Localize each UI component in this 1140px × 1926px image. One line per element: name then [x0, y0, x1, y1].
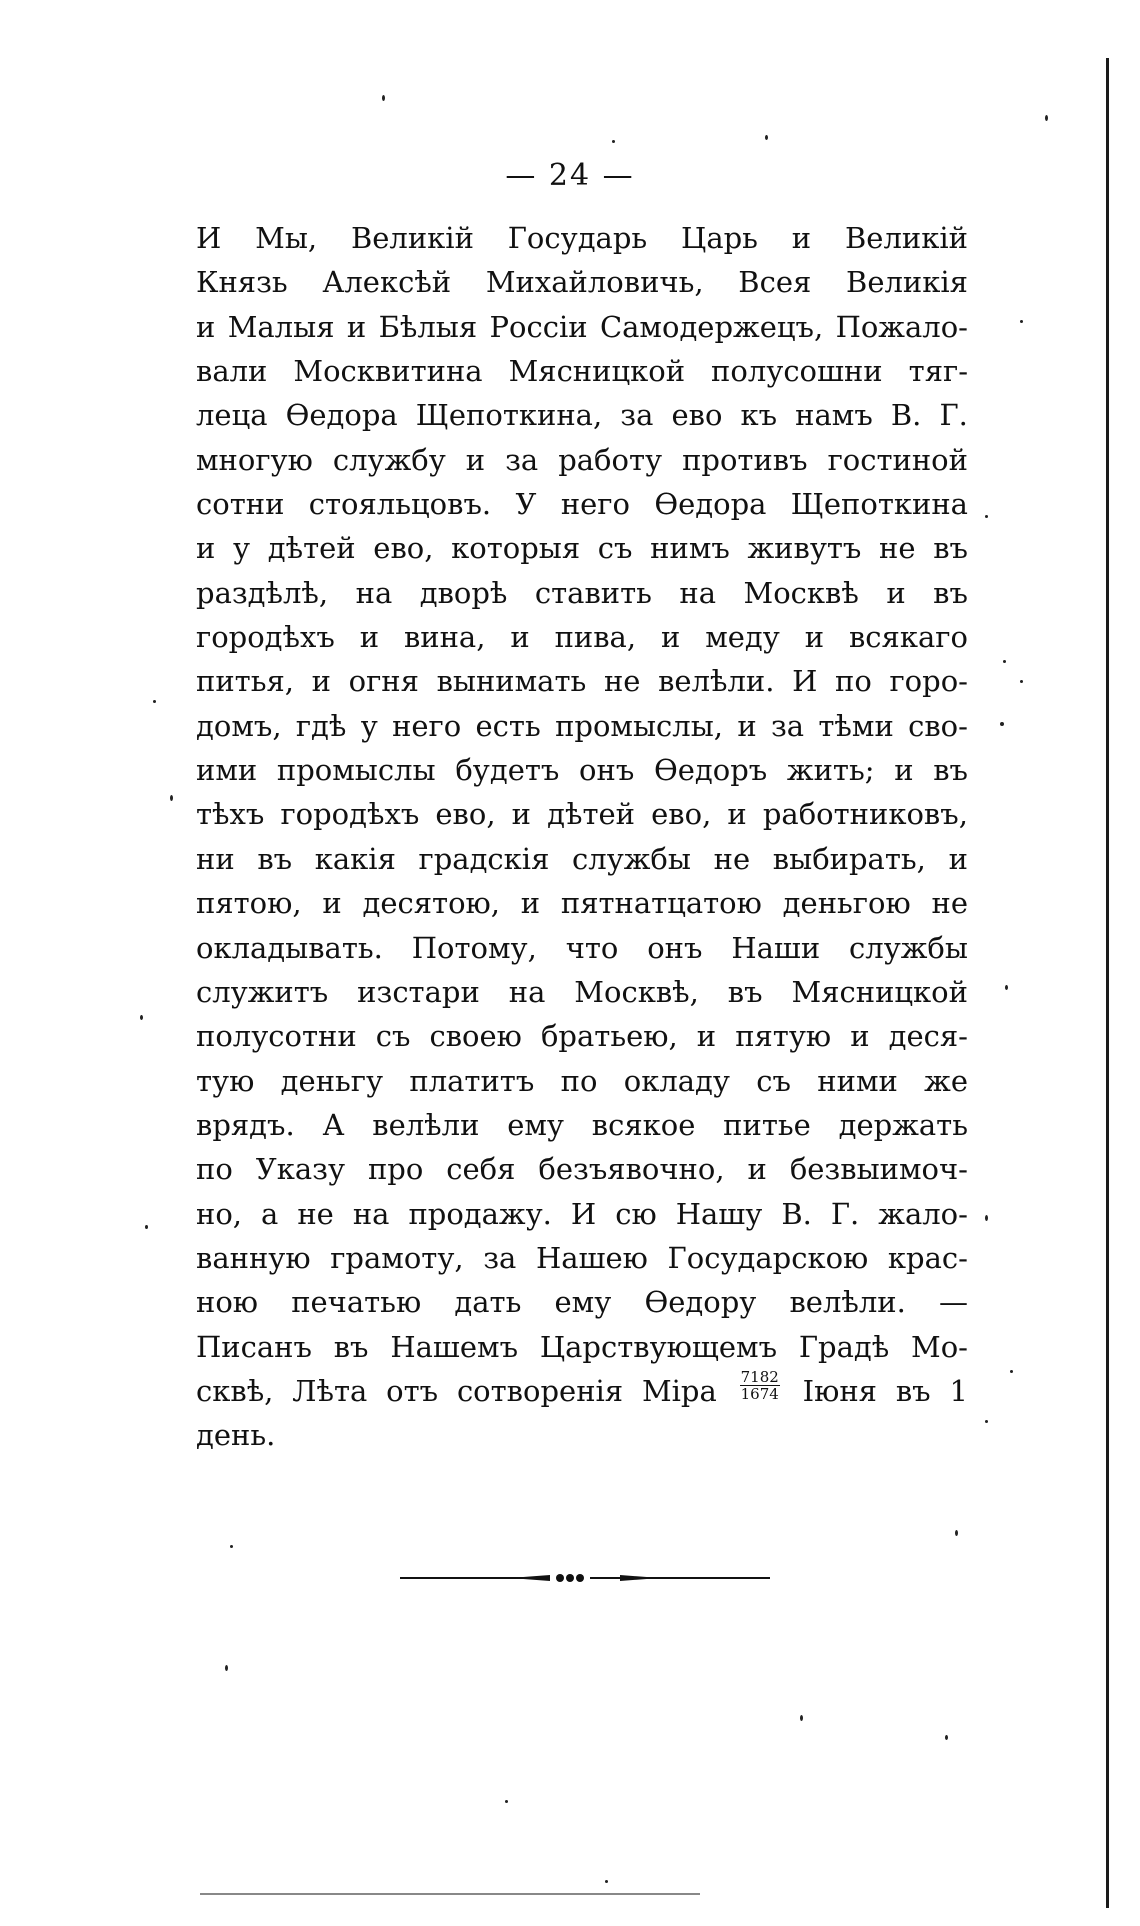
- scan-speck: [612, 140, 615, 143]
- word: не: [879, 531, 916, 566]
- word: велѣли.: [658, 664, 775, 699]
- word: противъ: [682, 442, 808, 477]
- scan-speck: [1005, 985, 1008, 990]
- word: В.: [781, 1196, 812, 1231]
- word: не: [603, 664, 641, 699]
- text-line: [196, 216, 968, 260]
- word: тѣми: [818, 708, 894, 743]
- scan-speck: [800, 1715, 803, 1721]
- text-line: [196, 704, 968, 748]
- word: Писанъ: [196, 1329, 312, 1364]
- text-line: [196, 1103, 968, 1147]
- scan-speck: [1003, 660, 1006, 663]
- bottom-edge-rule: [200, 1893, 700, 1895]
- word: Малыя: [227, 309, 335, 344]
- word: всякаго: [848, 620, 968, 655]
- word: же: [924, 1063, 968, 1098]
- scan-speck: [153, 700, 156, 703]
- word: изстари: [357, 974, 480, 1009]
- word: ево,: [651, 797, 712, 832]
- word: которыя: [451, 531, 581, 566]
- word: на: [508, 974, 546, 1009]
- word: пива,: [554, 620, 637, 655]
- word: и: [520, 886, 541, 921]
- word: вина,: [403, 620, 486, 655]
- word: и: [465, 442, 486, 477]
- word: промыслы,: [555, 708, 724, 743]
- word: живутъ: [747, 531, 862, 566]
- word: и: [660, 620, 681, 655]
- word: безъявочно,: [538, 1152, 725, 1187]
- scan-speck: [605, 1880, 608, 1883]
- word: Ѳедору: [644, 1285, 757, 1320]
- word: но,: [196, 1196, 243, 1231]
- word: въ: [933, 753, 968, 788]
- text-line: [196, 792, 968, 836]
- word: и: [511, 797, 532, 832]
- word: сотни: [196, 487, 285, 522]
- word: своею: [429, 1019, 522, 1054]
- scan-speck: [985, 515, 988, 518]
- scan-speck: [985, 1215, 988, 1221]
- word: у: [233, 531, 251, 566]
- word: жало-: [878, 1196, 968, 1231]
- text-line: [196, 1280, 968, 1324]
- word: Лѣта: [292, 1373, 368, 1408]
- text-line-final: [196, 1413, 968, 1457]
- word: по: [835, 664, 872, 699]
- fraction-numerator: 7182: [740, 1367, 779, 1386]
- word: и: [727, 797, 747, 832]
- word: отъ: [386, 1373, 439, 1408]
- word: Потому,: [411, 930, 537, 965]
- scan-speck: [945, 1735, 948, 1740]
- word: про: [367, 1152, 424, 1187]
- scan-speck: [170, 795, 173, 801]
- word: ими: [196, 753, 258, 788]
- text-line: [196, 1147, 968, 1191]
- word: Государскою: [667, 1240, 869, 1275]
- word: намъ: [795, 398, 873, 433]
- word: Государь: [507, 221, 648, 255]
- word: Градѣ: [798, 1329, 890, 1364]
- word: онъ: [647, 930, 703, 965]
- word: Нашею: [535, 1240, 648, 1275]
- word: И: [196, 221, 222, 255]
- text-line: [196, 926, 968, 970]
- word: Москвитина: [293, 354, 483, 389]
- word: Ѳедоръ: [653, 753, 768, 788]
- word: Мясницкой: [508, 354, 686, 389]
- word: гостиной: [827, 442, 968, 477]
- text-line: [196, 659, 968, 703]
- word: и: [894, 753, 914, 788]
- word: по: [196, 1152, 233, 1187]
- word: Мясницкой: [791, 974, 968, 1009]
- word: дать: [454, 1285, 522, 1320]
- scan-speck: [140, 1015, 143, 1020]
- word: городѣхъ: [280, 797, 420, 832]
- word: городѣхъ: [196, 620, 335, 655]
- scan-speck: [1020, 320, 1023, 323]
- word: въ: [257, 841, 293, 876]
- word: на: [679, 575, 717, 610]
- word: Г.: [830, 1196, 860, 1231]
- word: А: [322, 1107, 345, 1142]
- word: всякое: [591, 1107, 696, 1142]
- word: ставить: [534, 575, 652, 610]
- scan-speck: [765, 135, 768, 140]
- word: въ: [727, 974, 763, 1009]
- word: на: [352, 1196, 390, 1231]
- text-line: [196, 881, 968, 925]
- word: Алексѣй: [322, 265, 452, 300]
- word: и: [322, 886, 342, 921]
- word: продажу.: [408, 1196, 552, 1231]
- word: ною: [196, 1285, 259, 1320]
- word: сю: [615, 1196, 657, 1231]
- word: Всея: [738, 265, 812, 300]
- word: Нашемъ: [390, 1329, 519, 1364]
- word: Ѳедора: [285, 398, 398, 433]
- text-line: [196, 1192, 968, 1236]
- word: Царь: [681, 221, 758, 255]
- text-line: [196, 1059, 968, 1103]
- word: ево,: [373, 531, 434, 566]
- word: сквѣ,: [196, 1373, 274, 1408]
- word: деньгу: [280, 1063, 384, 1098]
- word: и: [196, 531, 216, 566]
- word: Іюня: [802, 1373, 877, 1408]
- word: службу: [332, 442, 446, 477]
- word: и: [346, 309, 367, 344]
- word: что: [565, 930, 619, 965]
- word: работу: [558, 442, 663, 477]
- word: Наши: [731, 930, 821, 965]
- word: и: [696, 1019, 717, 1054]
- word: и: [791, 221, 812, 255]
- word: Мы,: [255, 221, 318, 255]
- word: Мо-: [911, 1329, 968, 1364]
- text-line: [196, 837, 968, 881]
- word: у: [360, 708, 378, 743]
- word: нимъ: [650, 531, 730, 566]
- word: врядъ.: [196, 1107, 295, 1142]
- word: Щепоткина,: [415, 398, 603, 433]
- word: Москвѣ,: [574, 974, 699, 1009]
- word: градскія: [418, 841, 550, 876]
- word: работниковъ,: [762, 797, 968, 832]
- text-line: [196, 438, 968, 482]
- end-ornament: [400, 1570, 770, 1586]
- word: леца: [196, 398, 268, 433]
- word: грамоту,: [330, 1240, 464, 1275]
- word: стояльцовъ.: [308, 487, 492, 522]
- word: Великій: [844, 221, 968, 255]
- word: вали: [196, 354, 268, 389]
- text-line: [196, 305, 968, 349]
- word: съ: [756, 1063, 791, 1098]
- word: домъ,: [196, 708, 282, 743]
- word: сотворенія: [456, 1373, 624, 1408]
- word: съ: [375, 1019, 411, 1054]
- word: и: [804, 620, 825, 655]
- word: Г.: [939, 398, 968, 433]
- word: Бѣлыя: [378, 309, 478, 344]
- word: Ѳедора: [654, 487, 767, 522]
- scan-speck: [1045, 115, 1048, 121]
- word: Великій: [350, 221, 474, 255]
- word: велѣли.: [789, 1285, 906, 1320]
- word: полусошни: [711, 354, 883, 389]
- word: Россіи: [489, 309, 588, 344]
- text-line: [196, 1369, 968, 1413]
- scan-speck: [225, 1665, 228, 1671]
- word: ему: [554, 1285, 612, 1320]
- text-line: [196, 571, 968, 615]
- word: пятою,: [196, 886, 302, 921]
- text-line: [196, 1325, 968, 1369]
- word: —: [938, 1285, 968, 1320]
- word: въ: [933, 575, 968, 610]
- word: держать: [838, 1107, 968, 1142]
- word: И: [792, 664, 818, 699]
- word: пятую: [735, 1019, 832, 1054]
- word: служитъ: [196, 974, 329, 1009]
- word: ни: [196, 841, 235, 876]
- word: платитъ: [409, 1063, 535, 1098]
- word: окладывать.: [196, 930, 383, 965]
- word: ему: [507, 1107, 564, 1142]
- word: И: [570, 1196, 597, 1231]
- word: будетъ: [455, 753, 560, 788]
- word: него: [392, 708, 462, 743]
- word: вынимать: [436, 664, 587, 699]
- word: Пожало-: [835, 309, 968, 344]
- word: десятою,: [362, 886, 500, 921]
- word: на: [355, 575, 393, 610]
- word: пятнатцатою: [560, 886, 762, 921]
- scan-speck: [955, 1530, 958, 1536]
- word: въ: [895, 1373, 931, 1408]
- word: по: [560, 1063, 598, 1098]
- word: Москвѣ: [743, 575, 859, 610]
- text-line: [196, 970, 968, 1014]
- word: безвыимоч-: [789, 1152, 968, 1187]
- word: Указу: [255, 1152, 346, 1187]
- word: жить;: [786, 753, 875, 788]
- word: крас-: [887, 1240, 968, 1275]
- word: ево: [671, 398, 723, 433]
- word: день.: [196, 1418, 276, 1453]
- word: не: [713, 841, 751, 876]
- word: ево,: [435, 797, 496, 832]
- word: какія: [314, 841, 396, 876]
- word: тую: [196, 1063, 255, 1098]
- text-line: [196, 393, 968, 437]
- word: за: [505, 442, 539, 477]
- word: дворѣ: [419, 575, 508, 610]
- word: выбирать,: [772, 841, 926, 876]
- scan-speck: [1020, 680, 1023, 683]
- scan-speck: [145, 1225, 148, 1229]
- word: сво-: [908, 708, 968, 743]
- word: онъ: [579, 753, 635, 788]
- text-line: [196, 1236, 968, 1280]
- word: за: [620, 398, 654, 433]
- scan-speck: [230, 1545, 233, 1548]
- word: полусотни: [196, 1019, 357, 1054]
- charter-text: [196, 216, 968, 1458]
- scan-speck: [1000, 722, 1004, 726]
- scan-speck: [505, 1800, 508, 1803]
- text-line: [196, 526, 968, 570]
- fraction-denominator: 1674: [740, 1384, 779, 1403]
- word: тяг-: [908, 354, 968, 389]
- word: Князь: [196, 265, 288, 300]
- page-edge-rule: [1106, 58, 1109, 1908]
- word: Нашу: [675, 1196, 763, 1231]
- word: многую: [196, 442, 313, 477]
- word: меду: [705, 620, 780, 655]
- text-line: [196, 349, 968, 393]
- text-line: [196, 748, 968, 792]
- word: Царствующемъ: [539, 1329, 778, 1364]
- word: не: [297, 1196, 334, 1231]
- text-line: [196, 615, 968, 659]
- word: въ: [333, 1329, 369, 1364]
- word: горо-: [889, 664, 968, 699]
- word: У: [515, 487, 537, 522]
- word: и: [850, 1019, 870, 1054]
- word: Михайловичь,: [485, 265, 704, 300]
- word: дѣтей: [267, 531, 356, 566]
- word: службы: [849, 930, 968, 965]
- word: и: [886, 575, 906, 610]
- page-number-header: — 24 —: [505, 158, 635, 193]
- scan-speck: [1010, 1370, 1013, 1373]
- word: и: [747, 1152, 767, 1187]
- word: есть: [475, 708, 541, 743]
- scan-speck: [985, 1420, 988, 1423]
- word: огня: [348, 664, 419, 699]
- word: а: [261, 1196, 279, 1231]
- word: службы: [572, 841, 691, 876]
- text-line: [196, 1014, 968, 1058]
- word: себя: [446, 1152, 516, 1187]
- text-line: [196, 482, 968, 526]
- text-line: [196, 260, 968, 304]
- word: Міра: [641, 1373, 717, 1408]
- word: раздѣлѣ,: [196, 575, 329, 610]
- word: гдѣ: [295, 708, 347, 743]
- word: въ: [933, 531, 968, 566]
- date-fraction: [740, 1369, 780, 1413]
- word: деся-: [888, 1019, 968, 1054]
- word: и: [196, 309, 216, 344]
- word: деньгою: [782, 886, 911, 921]
- word: велѣли: [372, 1107, 480, 1142]
- word: Великія: [846, 265, 968, 300]
- word: къ: [740, 398, 778, 433]
- word: тѣхъ: [196, 797, 265, 832]
- word: ними: [817, 1063, 898, 1098]
- word: за: [770, 708, 805, 743]
- word: и: [948, 841, 968, 876]
- word: и: [359, 620, 380, 655]
- word: окладу: [623, 1063, 730, 1098]
- word: Самодержецъ,: [599, 309, 824, 344]
- word: него: [560, 487, 630, 522]
- word: ванную: [196, 1240, 311, 1275]
- word: питье: [723, 1107, 811, 1142]
- word: за: [483, 1240, 517, 1275]
- word: 1: [949, 1373, 968, 1408]
- word: В.: [890, 398, 922, 433]
- word: и: [510, 620, 530, 655]
- word: промыслы: [276, 753, 436, 788]
- word: съ: [597, 531, 633, 566]
- word: печатью: [291, 1285, 422, 1320]
- word: питья,: [196, 664, 295, 699]
- word: братьею,: [540, 1019, 678, 1054]
- word: и: [737, 708, 757, 743]
- word: и: [311, 664, 331, 699]
- scan-speck: [382, 95, 385, 101]
- word: Щепоткина: [790, 487, 968, 522]
- word: не: [931, 886, 968, 921]
- word: дѣтей: [547, 797, 636, 832]
